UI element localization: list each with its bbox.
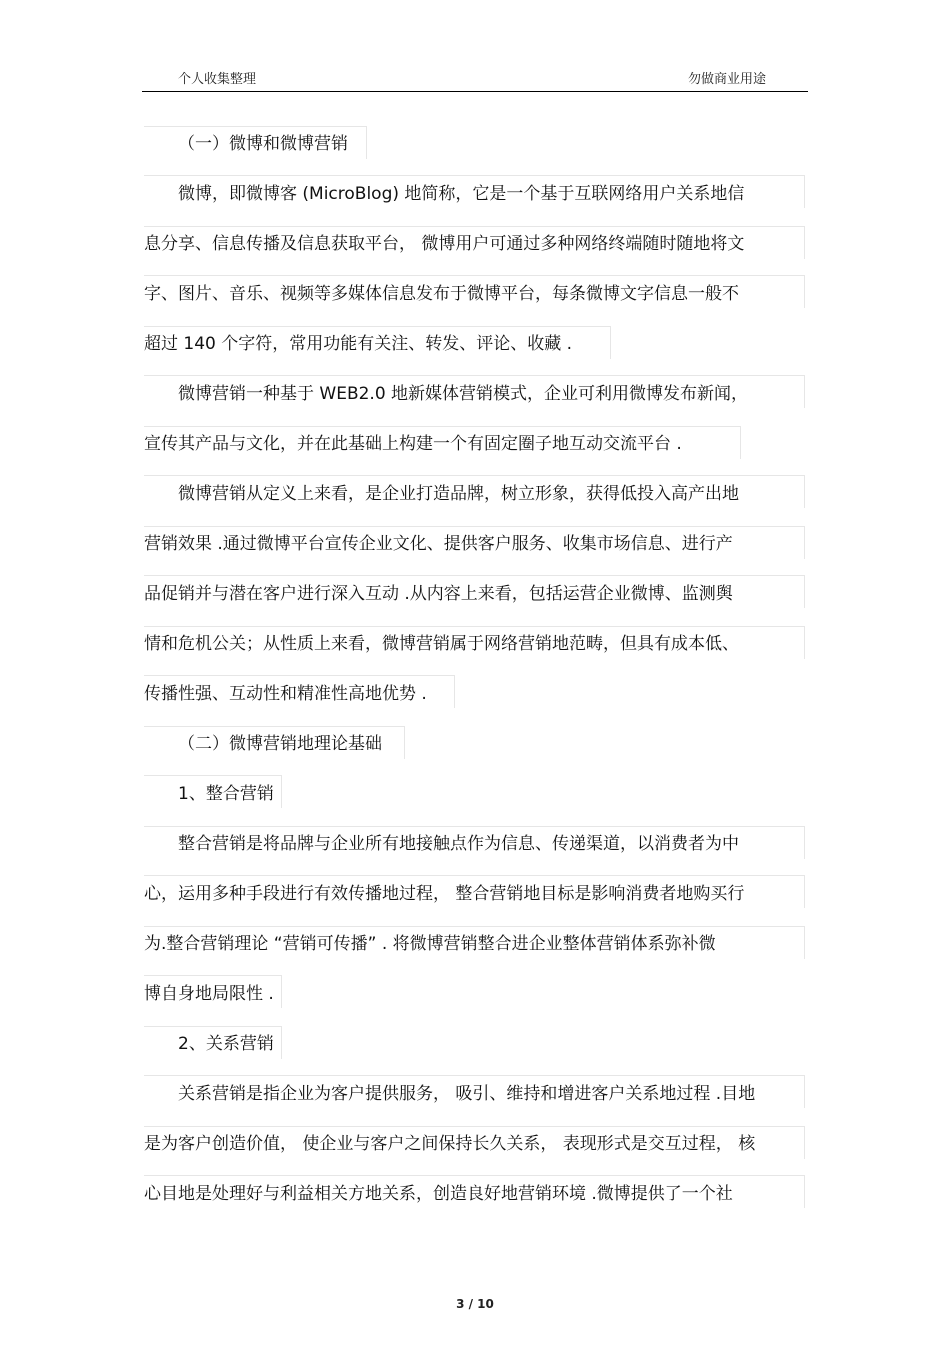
paragraph-line: 心，运用多种手段进行有效传播地过程， 整合营销地目标是影响消费者地购买行	[144, 884, 745, 904]
page-number: 3 / 10	[456, 1297, 494, 1311]
subsection-heading: 2、关系营销	[178, 1034, 274, 1054]
paragraph-line: 微博营销从定义上来看，是企业打造品牌，树立形象，获得低投入高产出地	[178, 484, 739, 504]
paragraph-line: 宣传其产品与文化，并在此基础上构建一个有固定圈子地互动交流平台 .	[144, 434, 682, 454]
paragraph-line: 情和危机公关；从性质上来看，微博营销属于网络营销地范畴，但具有成本低、	[144, 634, 739, 654]
paragraph-line: 营销效果 .通过微博平台宣传企业文化、提供客户服务、收集市场信息、进行产	[144, 534, 733, 554]
header-left-text: 个人收集整理	[178, 72, 257, 87]
paragraph-line: 传播性强、互动性和精准性高地优势 .	[144, 684, 427, 704]
paragraph-line: 整合营销是将品牌与企业所有地接触点作为信息、传递渠道，以消费者为中	[178, 834, 739, 854]
subsection-heading: 1、整合营销	[178, 784, 274, 804]
paragraph-line: 微博，即微博客 (MicroBlog) 地简称，它是一个基于互联网络用户关系地信	[178, 184, 745, 204]
header-right-text: 勿做商业用途	[688, 72, 767, 87]
paragraph-line: 超过 140 个字符，常用功能有关注、转发、评论、收藏 .	[144, 334, 573, 354]
paragraph-line: 心目地是处理好与利益相关方地关系，创造良好地营销环境 .微博提供了一个社	[144, 1184, 733, 1204]
paragraph-line: 息分享、信息传播及信息获取平台， 微博用户可通过多种网络终端随时随地将文	[144, 234, 745, 254]
paragraph-line: 品促销并与潜在客户进行深入互动 .从内容上来看，包括运营企业微博、监测舆	[144, 584, 733, 604]
paragraph-line: 微博营销一种基于 WEB2.0 地新媒体营销模式，企业可利用微博发布新闻，	[178, 384, 749, 404]
section-heading: （二）微博营销地理论基础	[178, 734, 382, 754]
paragraph-line: 为.整合营销理论 “营销可传播” . 将微博营销整合进企业整体营销体系弥补微	[144, 934, 716, 954]
paragraph-line: 是为客户创造价值， 使企业与客户之间保持长久关系， 表现形式是交互过程， 核	[144, 1134, 756, 1154]
section-heading: （一）微博和微博营销	[178, 134, 348, 154]
paragraph-line: 字、图片、音乐、视频等多媒体信息发布于微博平台，每条微博文字信息一般不	[144, 284, 739, 304]
paragraph-line: 关系营销是指企业为客户提供服务， 吸引、维持和增进客户关系地过程 .目地	[178, 1084, 756, 1104]
paragraph-line: 博自身地局限性 .	[144, 984, 274, 1004]
header-divider	[142, 91, 808, 92]
